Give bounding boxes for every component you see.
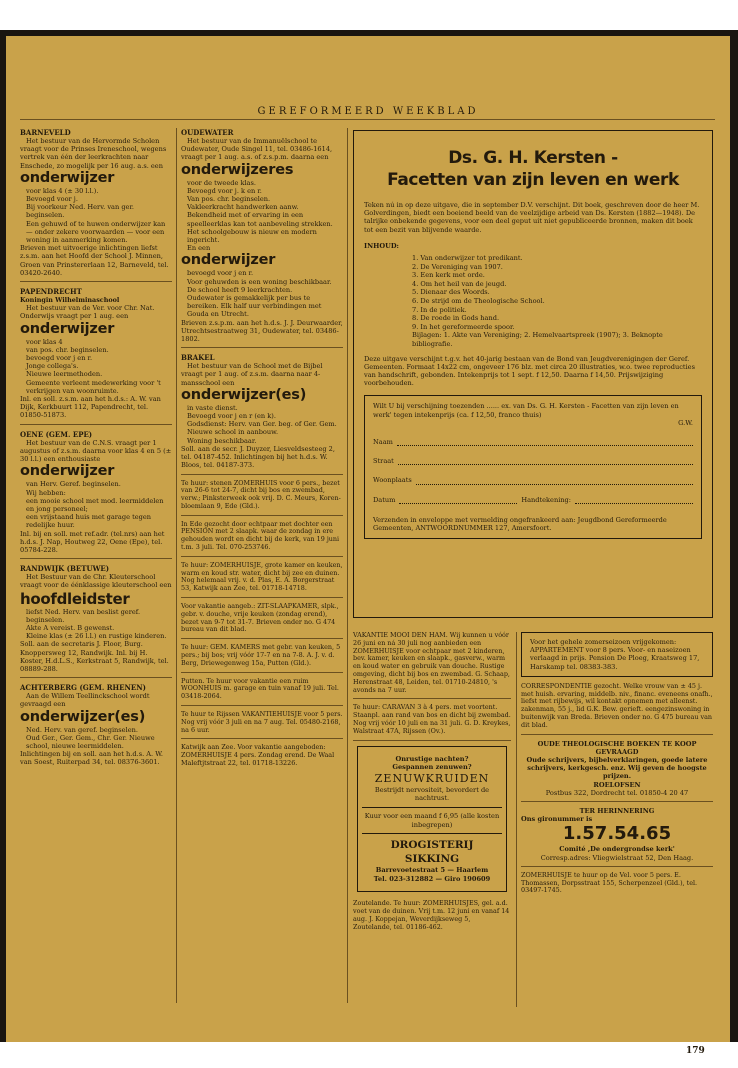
ad-intro: Het bestuur van de Hervormde Scholen vraagt voor de Prinses Ireneschool, wegens vertrek van één der leerkrachten naar Enschede, zo mogelijk per 16 aug. a.s. een (20, 137, 167, 170)
ad-intro: Aan de Willem Teellinckschool wordt gevraagd een (20, 692, 150, 709)
ad-detail: En een (187, 244, 211, 253)
zen-address: Barrevoetestraat 5 — Haarlem (375, 866, 489, 875)
order-form (364, 395, 702, 539)
ad-contact: Soll. aan de secretaris J. Floor, Burg. Knoppersweg 12, Randwijk. Inl. bij H. Koster, H.d.L.S., Kerkstraat 5, Randwijk, tel. 08889-288. (20, 640, 169, 673)
ad-intro: Het bestuur van de C.N.S. vraagt per 1 augustus of z.s.m. daarna voor klas 4 en 5 (± 30 l.l.) een enthousiaste (20, 438, 172, 464)
classified-ad: Te huur: ZOMERHUISJE, grote kamer en keuken, warm en koud str. water, dicht bij zee en duinen. Nog helemaal vrij. v. d. Plas, E. A. Borgerstraat 53, Katwijk aan Zee, tel. 01718-14718. (181, 562, 343, 598)
classified-ad: Katwijk aan Zee. Voor vakantie aangeboden: ZOMERHUISJE 4 pers. Zondag erend. De Waal Maleftjtstraat 22, tel. 01718-13226. (181, 743, 335, 768)
book-advert-kersten (353, 130, 713, 618)
ad-detail: in vaste dienst. (187, 403, 238, 412)
ad-detail: een vrijstaand huis met garage tegen redelijke huur. (26, 513, 151, 530)
name-field[interactable] (373, 438, 693, 446)
ad-detail: Ned. Herv. van geref. beginselen. (26, 725, 138, 734)
zen-shop: DROGISTERIJ SIKKING (390, 839, 474, 866)
contents-item: 2. De Vereniging van 1907. (412, 262, 503, 271)
job-ad-oene (20, 430, 172, 559)
ad-contact: Soll. aan de secr. J. Duyzer, Liesveldsesteeg 2, tel. 04187-452. Inlichtingen bij het h.d.s. W. Bloos, tel. 04187-373. (181, 444, 335, 470)
ad-role: onderwijzer (20, 320, 115, 337)
ad-intro: Het bestuur van de Immanuëlschool te Oudewater, Oude Singel 11, tel. 03486-1614, vraagt per 1 aug. a.s. of z.s.p.m. daarna een (181, 137, 333, 162)
ad-detail: Een gehuwd of te huwen onderwijzer kan — onder zekere voorwaarden — voor een woning in aanmerking komen. (26, 219, 166, 245)
ad-detail: een mooie school met mod. leermiddelen en jong personeel; (26, 496, 164, 513)
ad-place: ACHTERBERG (GEM. RHENEN) (20, 683, 146, 693)
column-divider (347, 128, 348, 1003)
signature-label: Handtekening: (521, 495, 572, 504)
classified-ad-caravan: Te huur: CARAVAN 3 à 4 pers. met voortent. Staanpl. aan rand van bos en dicht bij zwembad. Nog vrij vóór 10 juli en na 31 juli. G. D. Kreykes, Walstraat 47A, Rijssen (Ov.). (353, 704, 511, 740)
page-number: 179 (686, 1046, 705, 1056)
ad-role: onderwijzer(es) (181, 386, 307, 403)
contents-item: 9. In het gereformeerde spoor. (412, 322, 515, 331)
contents-item: 7. In de politiek. (412, 305, 467, 314)
ad-intro: Het Bestuur van de Chr. Kleuterschool vraagt voor de éénklassige kleuterschool een (20, 573, 172, 590)
ad-detail: voor klas 4 (± 30 l.l.). (26, 186, 99, 195)
books-name: ROELOFSEN (593, 780, 641, 789)
zenuwkruiden-advert (357, 746, 507, 893)
ad-detail: liefst Ned. Herv. van beslist geref. beginselen. (26, 607, 141, 624)
books-wanted-advert (521, 740, 713, 802)
column-1 (20, 128, 172, 776)
ad-place: PAPENDRECHT (20, 287, 82, 297)
giro-number: 1.57.54.65 (562, 823, 672, 845)
books-body: Oude schrijvers, bijbelverklaringen, goede latere schrijvers, kerkgesch. enz. Wij geven de hoogste prijzen. (526, 756, 708, 781)
ad-detail: Voor gehuwden is een woning beschikbaar. (187, 277, 332, 286)
column-divider (516, 632, 517, 1007)
ad-detail: Kleine klas (± 26 l.l.) en rustige kinderen. (26, 632, 167, 641)
zen-phone: Tel. 023-312882 — Giro 190609 (373, 874, 491, 883)
name-label: Naam (373, 437, 393, 446)
ad-detail: bevoegd voor j en r. (187, 269, 254, 278)
book-title-line-1: Ds. G. H. Kersten - (448, 148, 618, 168)
books-address: Postbus 322, Dordrecht tel. 01850-4 20 47 (545, 788, 689, 797)
ad-detail: Bevoegd voor j en r (en k). (187, 412, 276, 421)
job-ad-papendrecht (20, 287, 172, 425)
ad-detail: Nieuwe school in aanbouw. (187, 428, 279, 437)
book-title (364, 147, 702, 191)
ad-detail: Bekendheid met of ervaring in een speelleerklas kan tot aanbeveling strekken. Het schoolgebouw is nieuw en modern ingericht. (187, 211, 333, 245)
job-ad-oudewater (181, 128, 343, 348)
ad-detail: Akte A vereist. B gewenst. (26, 623, 115, 632)
ad-place: BRAKEL (181, 353, 215, 363)
ad-detail: voor de tweede klas. (187, 178, 256, 187)
ad-intro: Het bestuur van de School met de Bijbel vraagt per 1 aug. of z.s.m. daarna naar 4-mansschool een (181, 362, 323, 387)
ad-detail: Vakleerkracht handwerken aanw. (187, 203, 299, 212)
ad-detail: Godsdienst: Herv. van Ger. beg. of Ger. Gem. (187, 420, 337, 429)
ad-detail: van pos. chr. beginselen. (26, 345, 109, 354)
ad-detail: Bevoegd voor j. (26, 195, 78, 204)
ad-role: onderwijzer(es) (20, 708, 146, 725)
ad-detail: voor klas 4 (26, 337, 63, 346)
ter-title: TER HERINNERING (579, 807, 655, 816)
ad-contact: Brieven met uitvoerige inlichtingen liefst z.s.m. aan het Hoofd der School J. Minnen, Groen van Prinstererlaan 12, Barneveld, tel. 03420-2640. (20, 244, 169, 277)
column-divider (176, 128, 177, 1003)
contents-item: 1. Van onderwijzer tot predikant. (412, 254, 523, 263)
zen-line-3: Bestrijdt nervositeit, bevordert de nachtrust. (374, 785, 490, 803)
appartement-advert: Voor het gehele zomerseizoen vrijgekomen: APPARTEMENT voor 8 pers. Voor- en naseizoen verlaagd in prijs. Pension De Ploeg, Kraatsweg 17, Harskamp tel. 08383-383. (521, 632, 713, 677)
order-text: Wilt U bij verschijning toezenden ...... ex. van Ds. G. H. Kersten - Facetten van zijn leven en werk' tegen intekenprijs (ca. f 12,50, franco thuis) (373, 402, 679, 419)
ad-intro: Het bestuur van de Ver. voor Chr. Nat. Onderwijs vraagt per 1 aug. een (20, 304, 155, 321)
newspaper-page (6, 36, 730, 1056)
contents-item: 4. Om het heil van de jeugd. (412, 279, 507, 288)
contents-item: 3. Een kerk met orde. (412, 271, 485, 280)
contents-list (364, 254, 702, 349)
ad-detail: Jonge collega's. (26, 362, 79, 371)
send-instructions: Verzenden in enveloppe met vermelding ongefrankeerd aan: Jeugdbond Gereformeerde Gemeenten, ANTWOORDNUMMER 127, Amersfoort. (373, 515, 667, 532)
ad-detail: Wij hebben: (26, 488, 66, 497)
ad-detail: van Herv. Geref. beginselen. (26, 480, 121, 489)
ad-detail: Nieuwe leermethoden. (26, 370, 103, 379)
classified-ad: In Ede gezocht door echtpaar met dochter een PENSION met 2 slaapk. waar de zondag in ere gehouden wordt en dicht bij de kerk, van 19 juni t.m. 3 juli. Tel. 070-253746. (181, 521, 343, 557)
street-field[interactable] (373, 457, 693, 465)
contents-item: 5. Dienaar des Woords. (412, 288, 490, 297)
ad-school: Koningin Wilhelminaschool (20, 296, 120, 305)
ad-contact: Inl. en soll. z.s.m. aan het h.d.s.: A. W. van Dijk, Kerkbuurt 112, Papendrecht, tel. 01850-51873. (20, 395, 161, 420)
order-gw: G.W. (678, 418, 693, 427)
job-ad-randwijk (20, 564, 172, 678)
job-ad-brakel (181, 353, 343, 474)
ad-detail: Oudewater is gemakkelijk per bus te bereiken. Elk half uur verbindingen met Gouda en Utrecht. (187, 294, 322, 319)
job-ad-barneveld (20, 128, 172, 282)
running-header: GEREFORMEERD WEEKBLAD (257, 106, 479, 117)
date-signature-field[interactable] (373, 496, 693, 504)
ter-herinnering-advert (521, 807, 713, 867)
zen-line-1: Onrustige nachten? (395, 754, 469, 763)
ad-detail: Van pos. chr. beginselen. (187, 195, 271, 204)
ad-role: onderwijzer (181, 252, 276, 269)
header-rule (20, 119, 715, 120)
ad-detail: Woning beschikbaar. (187, 436, 257, 445)
books-title: OUDE THEOLOGISCHE BOEKEN TE KOOP GEVRAAGD (537, 739, 697, 756)
contents-label: INHOUD: (364, 241, 399, 250)
ad-place: BARNEVELD (20, 128, 71, 137)
book-details: Deze uitgave verschijnt t.g.v. het 40-jarig bestaan van de Bond van Jeugdverenigingen der Geref. Gemeenten. Formaat 14x22 cm, ongeveer 176 blz. met circa 20 illustraties, w.o. twee reproducties van handschrift, gebonden. Intekenprijs tot 1 sept. f 12,50. Daarna f 14,50. Prijswijziging voorbehouden. (364, 354, 695, 388)
ad-place: OUDEWATER (181, 128, 234, 137)
ter-address: Corresp.adres: Vliegwielstraat 52, Den Haag. (540, 853, 694, 862)
ad-role: onderwijzeres (181, 161, 294, 178)
classified-ad-velp: ZOMERHUISJE te huur op de Vel. voor 5 pers. E. Thomassen, Dorpsstraat 155, Scherpenzeel (Gld.), tel. 03497-1745. (521, 870, 698, 895)
contents-item: 8. De roede in Gods hand. (412, 314, 500, 323)
classified-ad-zoutelande: Zoutelande. Te huur: ZOMERHUISJES, gel. a.d. voet van de duinen. Vrij t.m. 12 juni en vanaf 14 aug. J. Koppejan, Weverdijkseweg 5, Zoutelande, tel. 01186-462. (353, 899, 510, 931)
column-4 (521, 632, 713, 904)
zen-line-4: Kuur voor een maand f 6,95 (alle kosten inbegrepen) (364, 811, 500, 829)
ad-contact: Inl. bij en soll. met ref.adr. (tel.nrs) aan het h.d.s. J. Nap, Houtweg 22, Oene (Epe), tel. 05784-228. (20, 529, 165, 554)
classified-ad: Putten. Te huur voor vakantie een ruim WOONHUIS m. garage en tuin vanaf 19 juli. Tel. 03418-2064. (181, 678, 343, 706)
column-2 (181, 128, 343, 777)
classified-ad-den-ham: VAKANTIE MOOI DEN HAM. Wij kunnen u vóór 26 juni en ná 30 juli nog aanbieden een ZOMERHUISJE voor echtpaar met 2 kinderen, bev. kamer, keuken en slaapk., gasverw., warm en koud water en gebruik van douche. Rustige omgeving, dicht bij bos en zwembad. G. Schaap, Herenstraat 48, Leiden, tel. 01710-24810, 's avonds na 7 uur. (353, 632, 511, 699)
contents-item: 6. De strijd om de Theologische School. (412, 296, 545, 305)
ter-org: Comité ,De ondergrondse kerk' (559, 845, 675, 854)
ad-detail: Oud Ger., Ger. Gem., Chr. Ger. Nieuwe school, nieuwe leermiddelen. (26, 733, 155, 750)
ter-label: Ons gironummer is (521, 815, 593, 824)
classified-ad: Te huur te Rijssen VAKANTIEHUISJE voor 5 pers. Nog vrij vóór 3 juli en na 7 aug. Tel. 05480-2168, na 6 uur. (181, 711, 343, 739)
ad-contact: Brieven z.s.p.m. aan het h.d.s. J. J. Deurwaarder, Utrechtsestraatweg 31, Oudewater, tel. 03486-1802. (181, 318, 343, 344)
ad-role: onderwijzer (20, 463, 115, 480)
ad-role: onderwijzer (20, 169, 115, 186)
date-label: Datum (373, 495, 396, 504)
contents-item: Bijlagen: 1. Akte van Vereniging; 2. Hemelvaartspreek (1907); 3. Beknopte bibliografie. (412, 331, 663, 348)
zen-product: ZENUWKRUIDEN (374, 771, 490, 785)
book-title-line-2: Facetten van zijn leven en werk (387, 170, 679, 190)
ad-place: OENE (GEM. EPE) (20, 429, 93, 439)
correspondence-advert: CORRESPONDENTIE gezocht. Welke vrouw van ± 45 j. met huish. ervaring, middelb. niv., financ. eveneens onafh., liefst met rijbewijs, wil kontakt opnemen met alleenst. zakenman, 55 j., lid G.K. Bew. gerieft. eengezinswoning in buitenwijk van Breda. Brieven onder no. G 475 bureau van dit blad. (521, 683, 713, 735)
ad-detail: Bij voorkeur Ned. Herv. van ger. beginselen. (26, 203, 134, 220)
job-ad-achterberg (20, 683, 172, 770)
city-label: Woonplaats (373, 476, 412, 485)
classified-ad: Te huur: stenen ZOMERHUIS voor 6 pers., bezet van 26-6 tot 24-7, dicht bij bos en zwembad, verw.; Pinksterweek ook vrij. D. C. Meurs, Korenbloemlaan 9, Ede (Gld.). (181, 480, 343, 516)
column-3 (353, 632, 511, 941)
street-label: Straat (373, 457, 394, 466)
ad-role: hoofdleidster (20, 589, 130, 608)
zen-line-2: Gespannen zenuwen? (392, 763, 472, 772)
classified-ad: Te huur: GEM. KAMERS met gebr. van keuken, 5 pers.; bij bos; vrij vóór 17-7 en na 7-8. A. J. v. d. Berg, Driewegenweg 15a, Putten (Gld.). (181, 644, 343, 672)
ad-place: RANDWIJK (BETUWE) (20, 564, 110, 574)
ad-detail: Gemeente verleent medewerking voor 't verkrijgen van woonruimte. (26, 378, 161, 395)
ad-contact: Inlichtingen bij en soll. aan het h.d.s. A. W. van Soest, Ruiterpad 34, tel. 08376-3601. (20, 750, 163, 767)
ad-detail: De school heeft 9 leerkrachten. (187, 285, 293, 294)
book-intro: Teken nú in op deze uitgave, die in september D.V. verschijnt. Dit boek, geschreven door de heer M. Golverdingen, biedt een boeiend beeld van de veelzijdige arbeid van Ds. Kersten (1882—1948). De talrijke onbekende gegevens, voor een deel geput uit niet gepubliceerde bronnen, maken dit boek tot een bezit van blijvende waarde. (364, 201, 700, 234)
ad-detail: Bevoegd voor j. k en r. (187, 186, 262, 195)
city-field[interactable] (373, 476, 693, 484)
classified-ad: Voor vakantie aangeb.: ZIT-SLAAPKAMER, slpk., gebr. v. douche, vrije keuken (zondag erend), bezet van 9-7 tot 31-7. Brieven onder no. G 474 bureau van dit blad. (181, 603, 343, 639)
ad-detail: bevoegd voor j en r. (26, 354, 93, 363)
